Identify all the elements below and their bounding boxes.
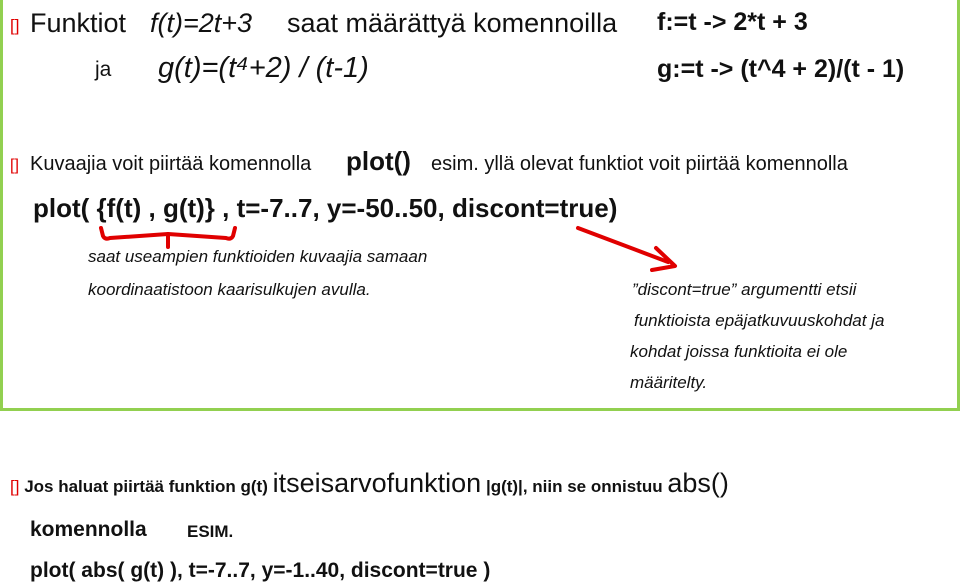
abs-term: itseisarvofunktion xyxy=(272,468,482,498)
bullet-bracket: [] xyxy=(10,477,20,496)
g-expression: g(t)=(t⁴+2) / (t-1) xyxy=(158,52,369,84)
functions-label: Funktiot xyxy=(30,8,127,38)
plot-command: plot() xyxy=(346,146,411,176)
abs-expression: |g(t)| xyxy=(485,477,523,496)
abs-plot-code-line: plot( abs( g(t) ), t=-7..7, y=-1..40, discont=true ) xyxy=(30,559,491,582)
bullet-bracket: [] xyxy=(10,157,19,174)
plot-intro-text: Kuvaajia voit piirtää komennolla xyxy=(30,153,312,175)
bullet-bracket: [] xyxy=(10,16,20,35)
plot-code-line: plot( {f(t) , g(t)} , t=-7..7, y=-50..50, discont=true) xyxy=(33,193,618,223)
conjunction-ja: ja xyxy=(95,58,112,81)
komennolla-label: komennolla xyxy=(30,518,147,541)
f-expression: f(t)=2t+3 xyxy=(150,8,253,38)
discont-note-line: kohdat joissa funktioita ei ole xyxy=(630,342,848,361)
method-text: saat määrättyä komennoilla xyxy=(287,8,618,38)
esim-label: ESIM. xyxy=(187,522,234,541)
discont-note-line: määritelty. xyxy=(630,373,708,392)
g-definition-code: g:=t -> (t^4 + 2)/(t - 1) xyxy=(657,55,905,83)
abs-command: abs() xyxy=(667,468,729,498)
braces-note-line: koordinaatistoon kaarisulkujen avulla. xyxy=(88,280,371,299)
abs-intro-text: Jos haluat piirtää funktion g(t) xyxy=(24,477,268,496)
abs-description-line xyxy=(10,468,729,499)
f-definition-code: f:=t -> 2*t + 3 xyxy=(657,8,808,36)
discont-note-line: funktioista epäjatkuvuuskohdat ja xyxy=(634,311,885,330)
discont-note-line: ”discont=true” argumentti etsii xyxy=(632,280,857,299)
plot-example-text: esim. yllä olevat funktiot voit piirtää komennolla xyxy=(431,153,848,175)
braces-note-line: saat useampien funktioiden kuvaajia samaan xyxy=(88,247,428,266)
abs-middle-text: , niin se onnistuu xyxy=(522,477,663,496)
